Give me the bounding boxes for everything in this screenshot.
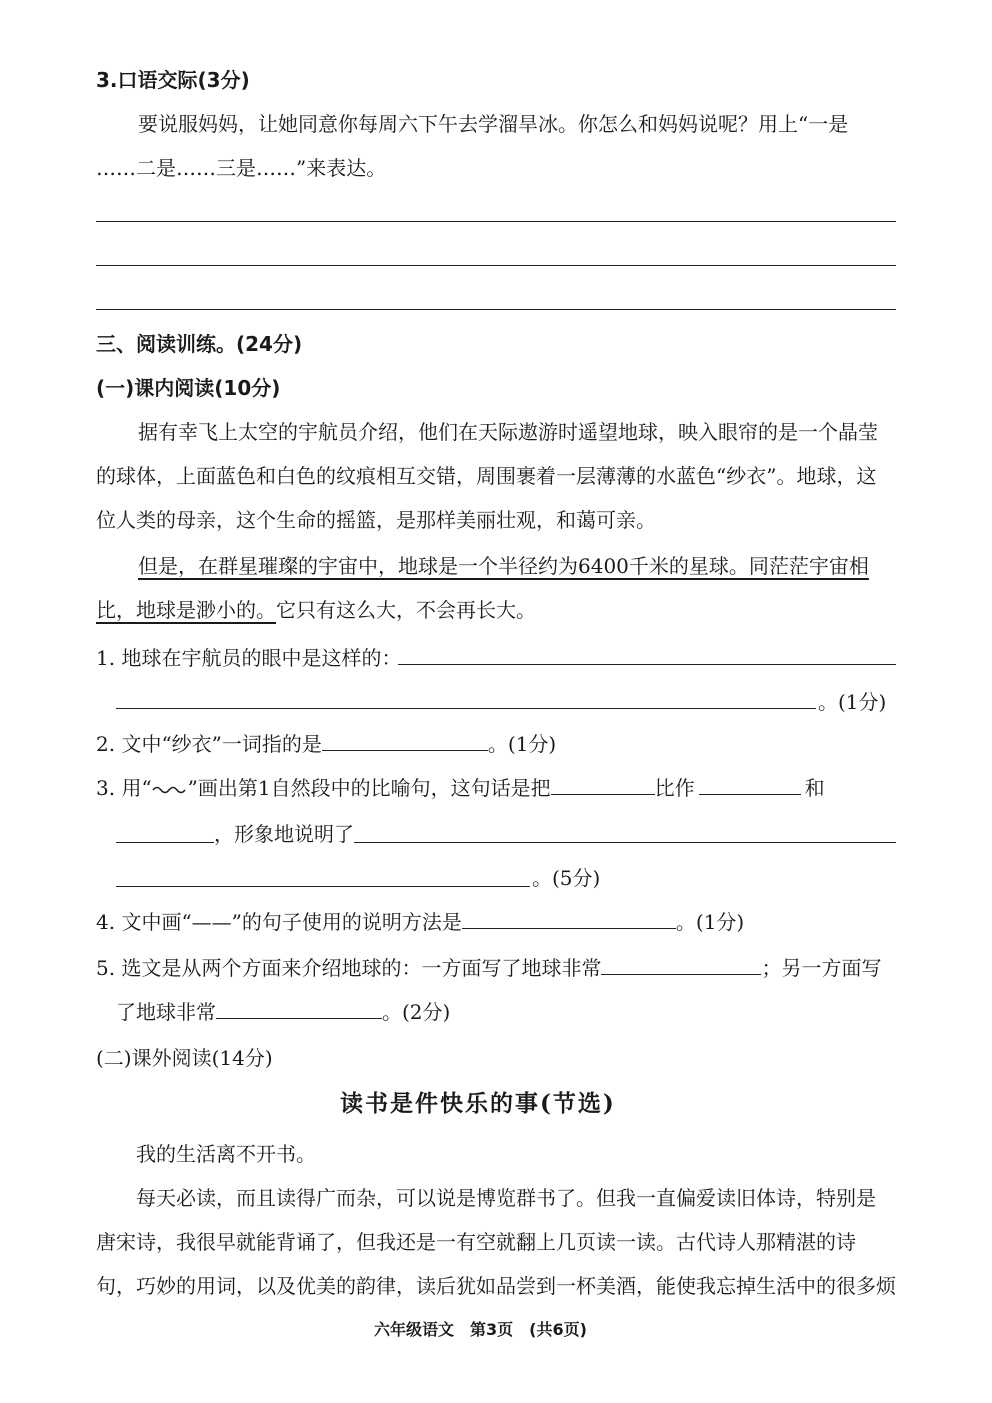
q4-blank[interactable] <box>462 908 676 929</box>
answer-line-1[interactable] <box>96 221 896 222</box>
q2-line <box>96 730 556 758</box>
answer-line-2[interactable] <box>96 265 896 266</box>
q3-line2-text: ，形象地说明了 <box>214 822 354 846</box>
q3-score: 。(5分) <box>532 866 601 890</box>
passage2-line2 <box>96 596 536 624</box>
q3-blank-c[interactable] <box>116 842 214 843</box>
q3-heading-text: 口语交际(3分) <box>117 68 250 92</box>
article-line2: 每天必读，而且读得广而杂，可以说是博览群书了。但我一直偏爱读旧体诗，特别是 <box>136 1186 876 1210</box>
q5-blank-b[interactable] <box>216 998 382 1019</box>
q4-score: 。(1分) <box>675 910 745 934</box>
q5-line2 <box>116 998 450 1026</box>
article-line4: 句，巧妙的用词，以及优美的韵律，读后犹如品尝到一杯美酒，能使我忘掉生活中的很多烦 <box>96 1274 896 1298</box>
q2-text: 2. 文中“纱衣”一词指的是 <box>96 732 322 756</box>
q1-blank-1[interactable] <box>398 664 896 665</box>
underlined-sentence-end: 比，地球是渺小的。 <box>96 598 276 622</box>
q3-line1 <box>96 774 825 802</box>
q1-score: 。(1分) <box>818 690 887 714</box>
passage1-line1: 据有幸飞上太空的宇航员介绍，他们在天际遨游时遥望地球，映入眼帘的是一个晶莹 <box>138 420 878 444</box>
q3-text-and: 和 <box>804 776 825 800</box>
q3-text-pre: 3. 用“ <box>96 776 152 800</box>
section3-heading: 三、阅读训练。(24分) <box>96 332 303 356</box>
q2-blank[interactable] <box>322 730 488 751</box>
passage1-line3: 位人类的母亲，这个生命的摇篮，是那样美丽壮观，和蔼可亲。 <box>96 508 656 532</box>
q3-heading <box>96 66 250 94</box>
wavy-line-icon <box>152 784 188 796</box>
article-title: 读书是件快乐的事(节选) <box>340 1090 616 1117</box>
passage1-line2: 的球体，上面蓝色和白色的纹痕相互交错，周围裹着一层薄薄的水蓝色“纱衣”。地球，这 <box>96 464 877 488</box>
article-line1: 我的生活离不开书。 <box>136 1142 316 1166</box>
q3-blank-d[interactable] <box>354 842 896 843</box>
q3-text-mid: ”画出第1自然段中的比喻句，这句话是把 <box>187 776 551 800</box>
part2-heading: (二)课外阅读(14分) <box>96 1046 273 1070</box>
q5-text-l2: 了地球非常 <box>116 1000 216 1024</box>
page-footer: 六年级语文 第3页 (共6页) <box>374 1320 587 1339</box>
q1-blank-2[interactable] <box>116 708 816 709</box>
q5-text-pre: 5. 选文是从两个方面来介绍地球的：一方面写了地球非常 <box>96 956 602 980</box>
q1-text: 1. 地球在宇航员的眼中是这样的： <box>96 646 402 670</box>
answer-line-3[interactable] <box>96 309 896 310</box>
q5-text-mid: ；另一方面写 <box>761 956 882 980</box>
passage2-rest: 它只有这么大，不会再长大。 <box>276 598 536 622</box>
q3-text-compare: 比作 <box>654 776 695 800</box>
q5-score: 。(2分) <box>382 1000 451 1024</box>
q3-prompt-line1: 要说服妈妈，让她同意你每周六下午去学溜旱冰。你怎么和妈妈说呢？用上“一是 <box>138 112 849 136</box>
q3-number: 3. <box>96 68 118 92</box>
passage2-line1: 但是，在群星璀璨的宇宙中，地球是一个半径约为6400千米的星球。同茫茫宇宙相 <box>138 554 869 578</box>
article-line3: 唐宋诗，我很早就能背诵了，但我还是一有空就翻上几页读一读。古代诗人那精湛的诗 <box>96 1230 856 1254</box>
q3-prompt-line2: ……二是……三是……”来表达。 <box>96 156 387 180</box>
q3-blank-e[interactable] <box>116 886 530 887</box>
q4-line <box>96 908 744 936</box>
q4-text: 4. 文中画“——”的句子使用的说明方法是 <box>96 910 462 934</box>
q5-blank-a[interactable] <box>601 954 761 975</box>
part1-heading: (一)课内阅读(10分) <box>96 376 281 400</box>
q2-score: 。(1分) <box>487 732 557 756</box>
q3-blank-b[interactable] <box>699 774 801 795</box>
q3-blank-a[interactable] <box>551 774 655 795</box>
q5-line1 <box>96 954 881 982</box>
